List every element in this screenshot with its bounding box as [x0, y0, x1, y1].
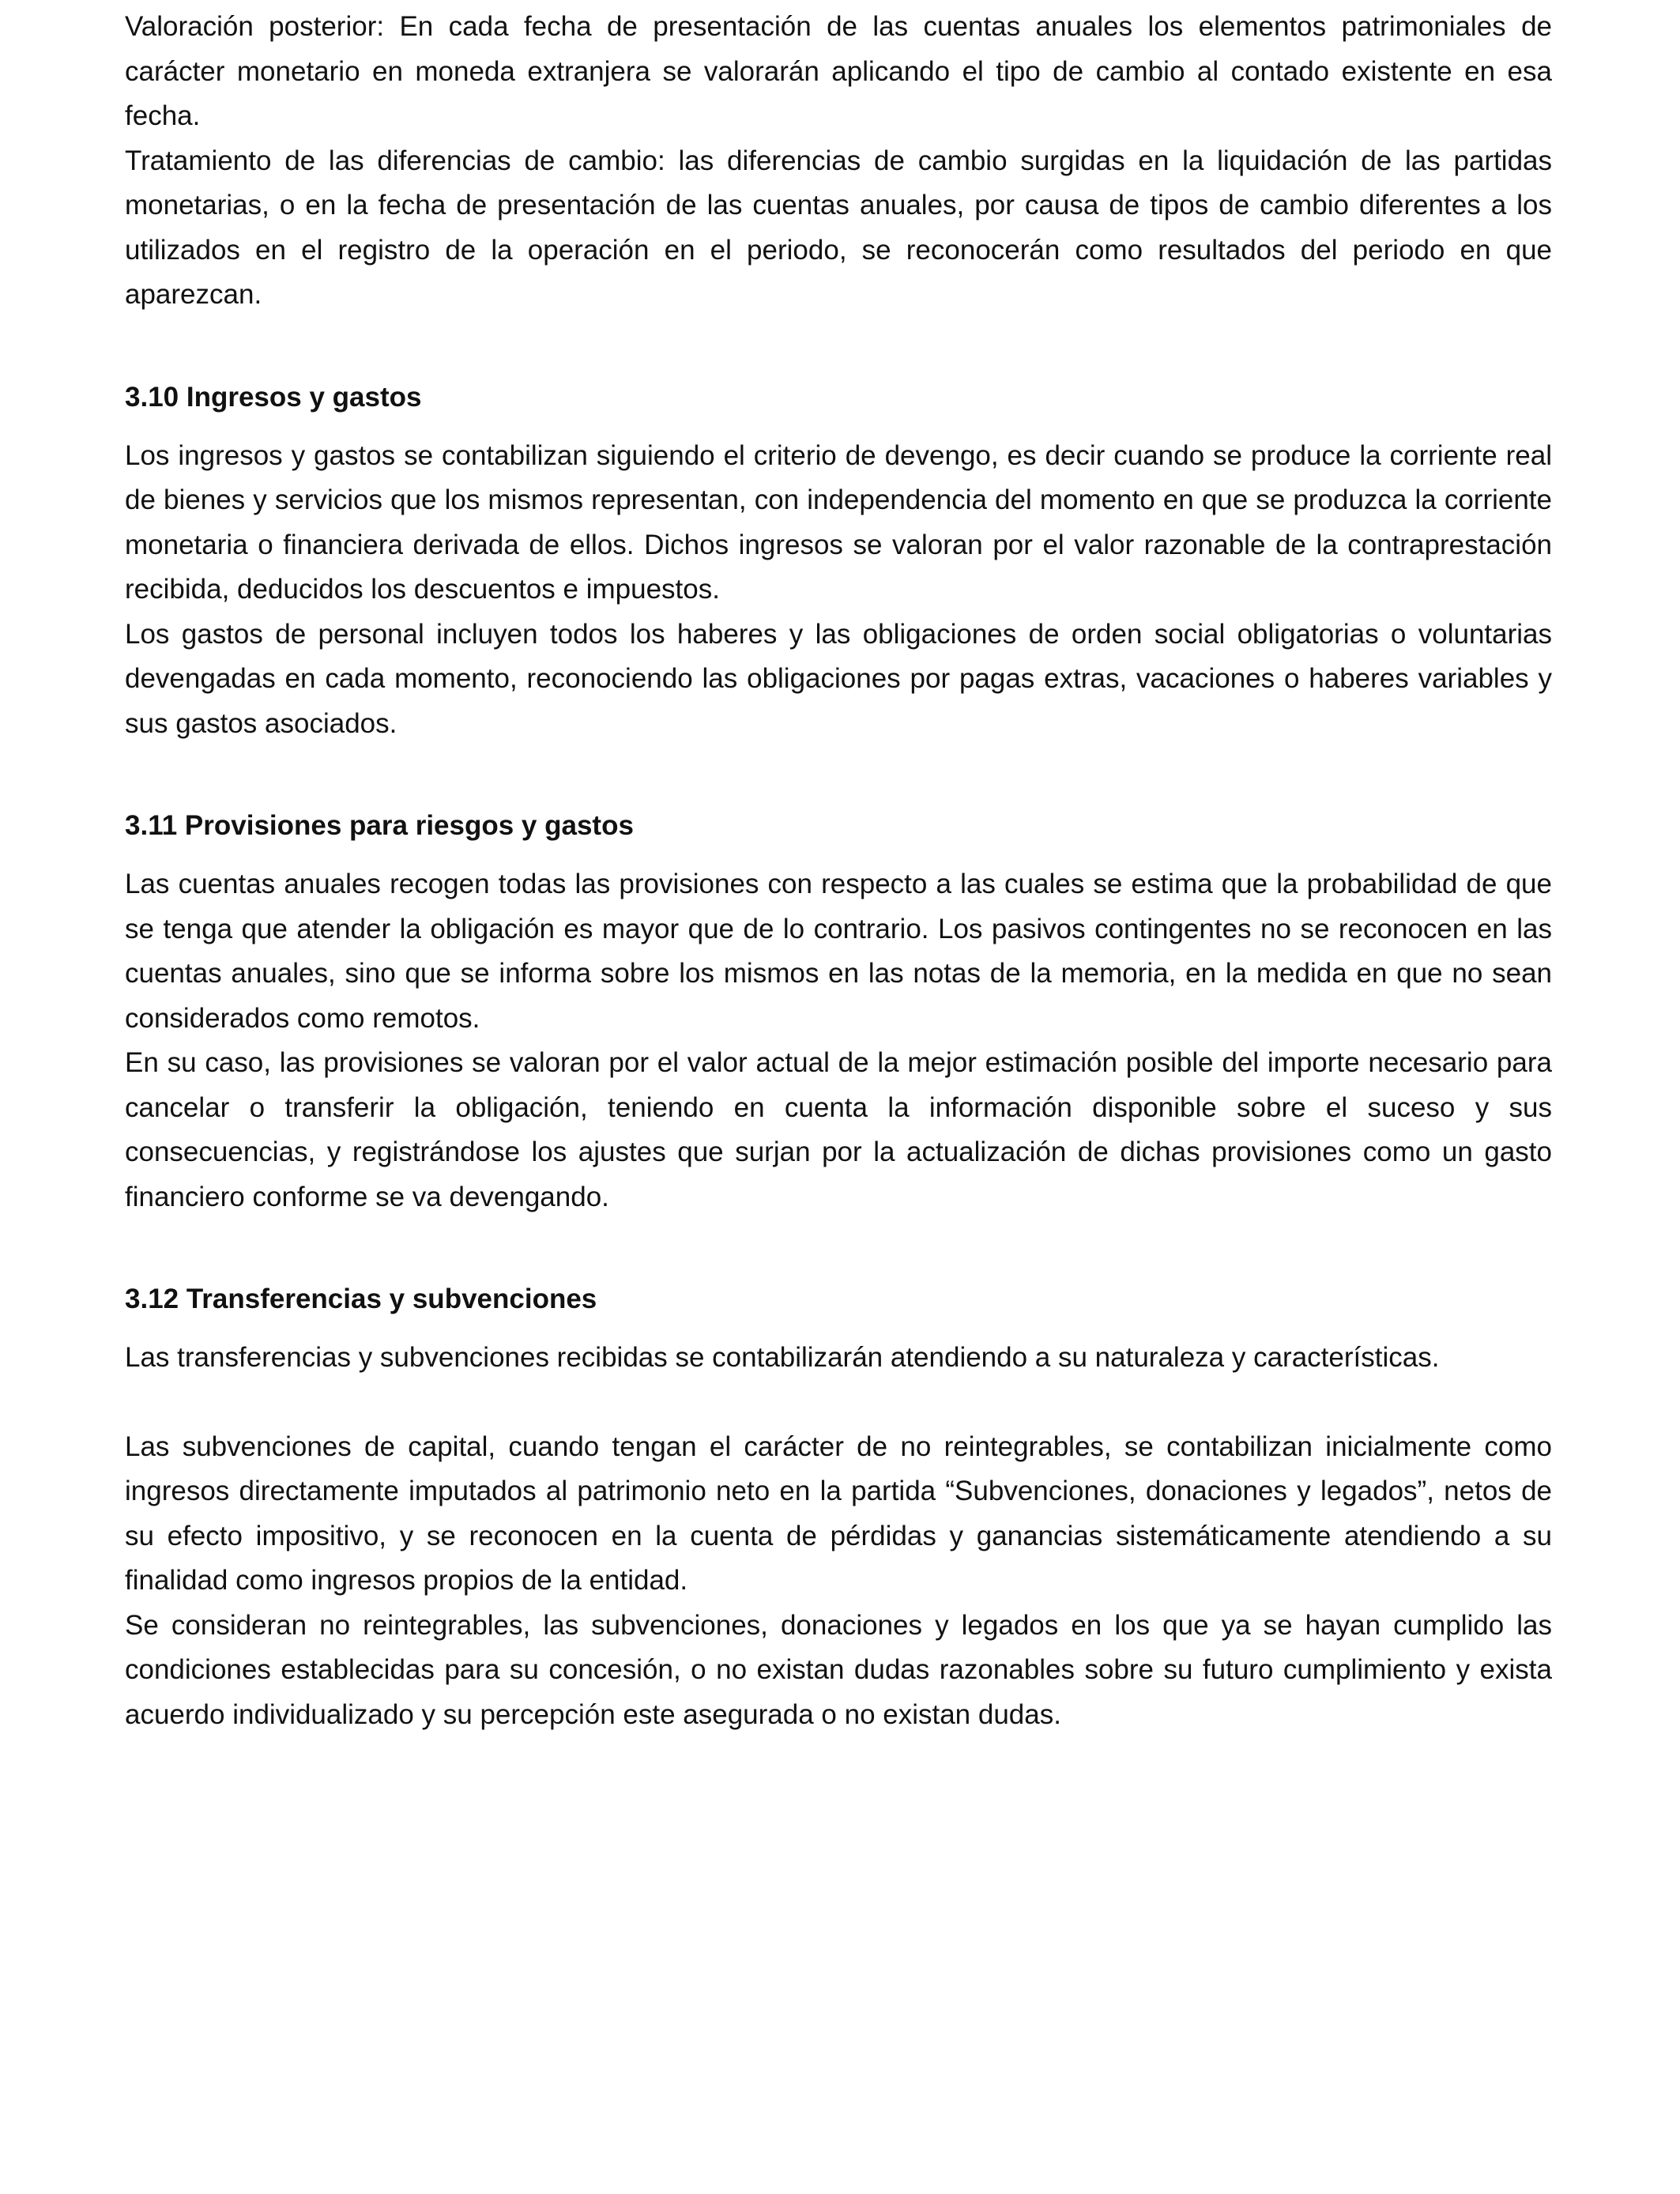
section-3-10 — [125, 375, 1552, 747]
spacer — [125, 1381, 1552, 1425]
section-3-11 — [125, 804, 1552, 1220]
spacer — [125, 318, 1552, 375]
paragraph-provisiones-valoracion: En su caso, las provisiones se valoran por el valor actual de la mejor estimación posible del importe necesario para cancelar o transferir la obligación, teniendo en cuenta la información disponible sobre el suceso y sus consecuencias, y registrándose los ajustes que surjan por la actualización de dichas provisiones como un gasto financiero conforme se va devengando. — [125, 1047, 1552, 1212]
paragraph-transferencias: Las transferencias y subvenciones recibidas se contabilizarán atendiendo a su naturaleza y características. — [125, 1342, 1440, 1373]
spacer — [125, 848, 1552, 862]
paragraph-criterio-devengo: Los ingresos y gastos se contabilizan siguiendo el criterio de devengo, es decir cuando se produce la corriente real de bienes y servicios que los mismos representan, con independencia del momento en que se produzca la corriente monetaria o financiera derivada de ellos. Dichos ingresos se valoran por el valor razonable de la contraprestación recibida, deducidos los descuentos e impuestos. — [125, 439, 1552, 605]
spacer — [125, 1321, 1552, 1336]
intro-block — [125, 0, 1552, 318]
section-heading-transferencias: 3.12 Transferencias y subvenciones — [125, 1284, 597, 1314]
spacer — [125, 1220, 1552, 1277]
section-heading-ingresos-gastos: 3.10 Ingresos y gastos — [125, 381, 422, 413]
paragraph-diferencias-cambio: Tratamiento de las diferencias de cambio: las diferencias de cambio surgidas en la liquidación de las partidas monetarias, o en la fecha de presentación de las cuentas anuales, por causa de tipos de cambio diferentes a los utilizados en el registro de la operación en el periodo, se reconocerán como resultados del periodo en que aparezcan. — [125, 145, 1552, 310]
section-3-12 — [125, 1277, 1552, 1737]
spacer — [125, 420, 1552, 434]
paragraph-valoracion-posterior: Valoración posterior: En cada fecha de presentación de las cuentas anuales los elementos patrimoniales de carácter monetario en moneda extranjera se valorarán aplicando el tipo de cambio al contado existente en esa fecha. — [125, 11, 1552, 131]
section-heading-provisiones: 3.11 Provisiones para riesgos y gastos — [125, 810, 634, 841]
paragraph-subvenciones-capital: Las subvenciones de capital, cuando tengan el carácter de no reintegrables, se contabilizan inicialmente como ingresos directamente imputados al patrimonio neto en la partida “Subvenciones, donaciones y legados”, netos de su efecto impositivo, y se reconocen en la cuenta de pérdidas y ganancias sistemáticamente atendiendo a su finalidad como ingresos propios de la entidad. — [125, 1431, 1552, 1596]
paragraph-gastos-personal: Los gastos de personal incluyen todos los haberes y las obligaciones de orden social obligatorias o voluntarias devengadas en cada momento, reconociendo las obligaciones por pagas extras, vacaciones o haberes variables y sus gastos asociados. — [125, 618, 1552, 739]
document-page — [125, 0, 1552, 1737]
paragraph-provisiones-cuentas: Las cuentas anuales recogen todas las provisiones con respecto a las cuales se estima que la probabilidad de que se tenga que atender la obligación es mayor que de lo contrario. Los pasivos contingentes no se reconocen en las cuentas anuales, sino que se informa sobre los mismos en las notas de la memoria, en la medida en que no sean considerados como remotos. — [125, 869, 1552, 1034]
spacer — [125, 746, 1552, 804]
paragraph-no-reintegrables: Se consideran no reintegrables, las subvenciones, donaciones y legados en los que ya se hayan cumplido las condiciones establecidas para su concesión, o no existan dudas razonables sobre su futuro cumplimiento y exista acuerdo individualizado y su percepción este asegurada o no existan dudas. — [125, 1609, 1552, 1730]
